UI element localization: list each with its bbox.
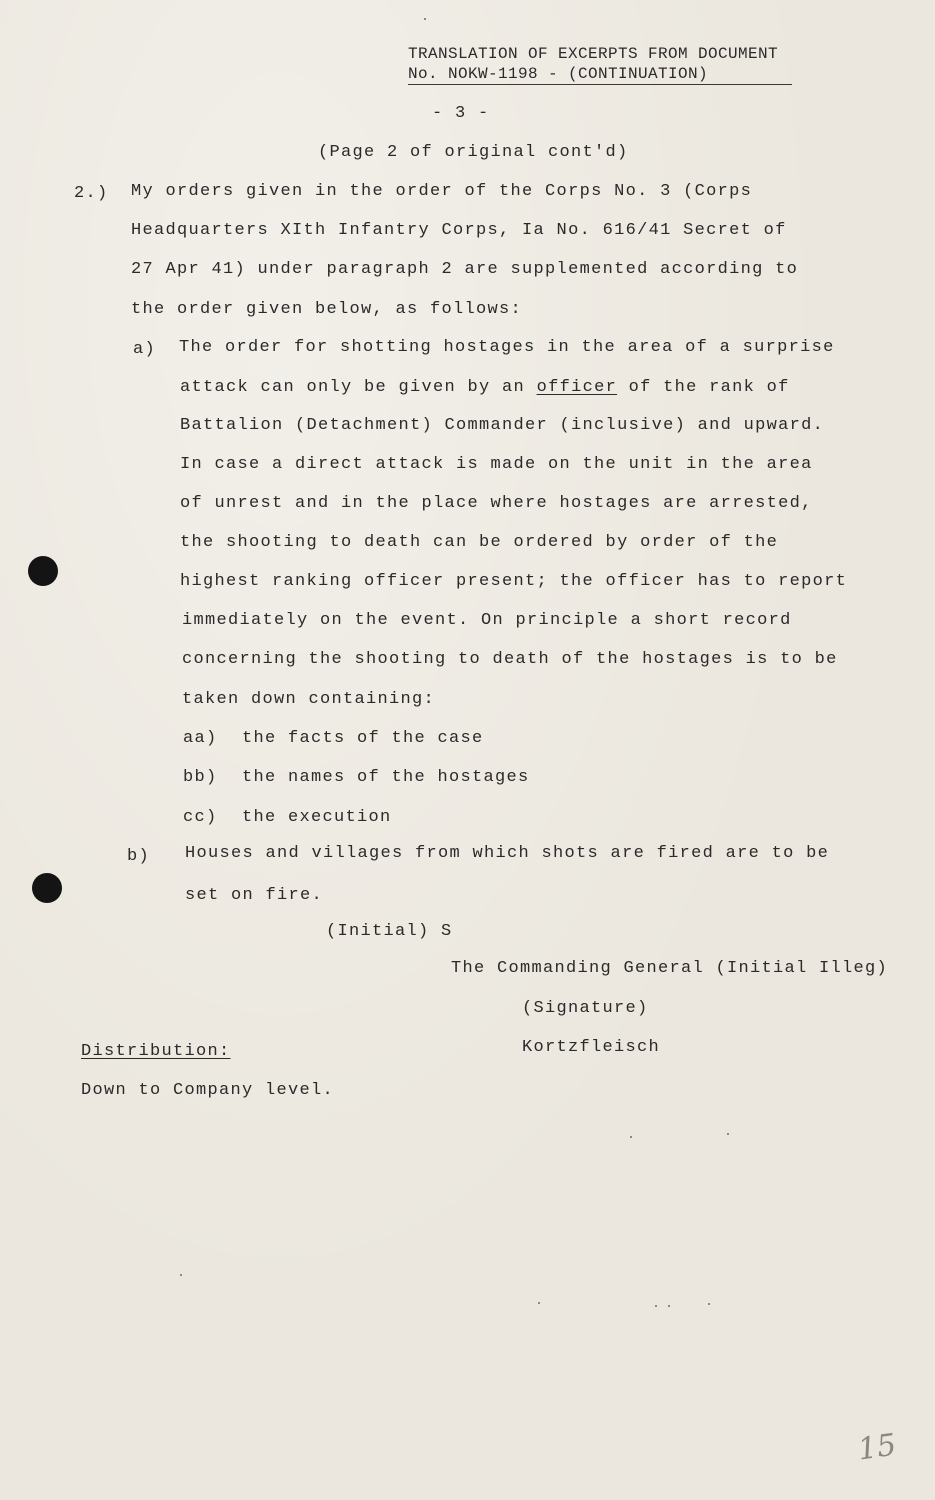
item-a-line: concerning the shooting to death of the hostages is to be [182,650,838,669]
subitem-text: the execution [242,808,392,827]
item-a-line: highest ranking officer present; the officer has to report [180,572,848,591]
scan-speck [630,1136,632,1138]
subitem-text: the facts of the case [242,729,484,748]
item-a-marker: a) [133,340,157,359]
signature-note: (Signature) [522,999,649,1018]
section-line: 27 Apr 41) under paragraph 2 are supplemented according to [131,260,799,279]
item-a-line: The order for shotting hostages in the area of a surprise [179,338,835,357]
item-a-line: taken down containing: [182,690,436,709]
item-a-line: In case a direct attack is made on the unit in the area [180,455,813,474]
item-b-marker: b) [127,847,151,866]
subitem-marker: bb) [183,768,218,787]
section-line: Headquarters XIth Infantry Corps, Ia No. 616/41 Secret of [131,221,787,240]
distribution-label: Distribution: [81,1042,231,1061]
handwritten-page-mark: 15 [855,1427,899,1468]
item-a-line: the shooting to death can be ordered by order of the [180,533,779,552]
subitem-text: the names of the hostages [242,768,530,787]
scan-speck [538,1302,540,1304]
item-b-line: Houses and villages from which shots are fired are to be [185,844,830,863]
binder-hole [32,873,62,903]
section-line: the order given below, as follows: [131,300,523,319]
binder-hole [28,556,58,586]
subitem-marker: cc) [183,808,218,827]
scan-speck [424,18,426,20]
signature-title: The Commanding General (Initial Illeg) [451,959,889,978]
section-number: 2.) [74,184,109,203]
item-a-line: of unrest and in the place where hostages are arrested, [180,494,813,513]
page-number: - 3 - [432,104,490,123]
continuation-note: (Page 2 of original cont'd) [318,143,629,162]
section-line: My orders given in the order of the Corps No. 3 (Corps [131,182,753,201]
scan-speck [180,1274,182,1276]
item-b-line: set on fire. [185,886,324,905]
item-a-line: attack can only be given by an officer of the rank of [180,378,790,397]
initial-line: (Initial) S [326,922,453,941]
item-a-line: immediately on the event. On principle a short record [182,611,792,630]
scan-speck [655,1305,657,1307]
scan-speck [708,1303,710,1305]
item-a-line: Battalion (Detachment) Commander (inclusive) and upward. [180,416,825,435]
emphasis-officer: officer [536,378,618,397]
scan-speck [727,1133,729,1135]
subitem-marker: aa) [183,729,218,748]
distribution-text: Down to Company level. [81,1081,335,1100]
scan-speck [668,1305,670,1307]
header-title: TRANSLATION OF EXCERPTS FROM DOCUMENT [408,45,779,63]
header-document-number: No. NOKW-1198 - (CONTINUATION) [408,64,792,85]
signatory-name: Kortzfleisch [522,1038,661,1057]
